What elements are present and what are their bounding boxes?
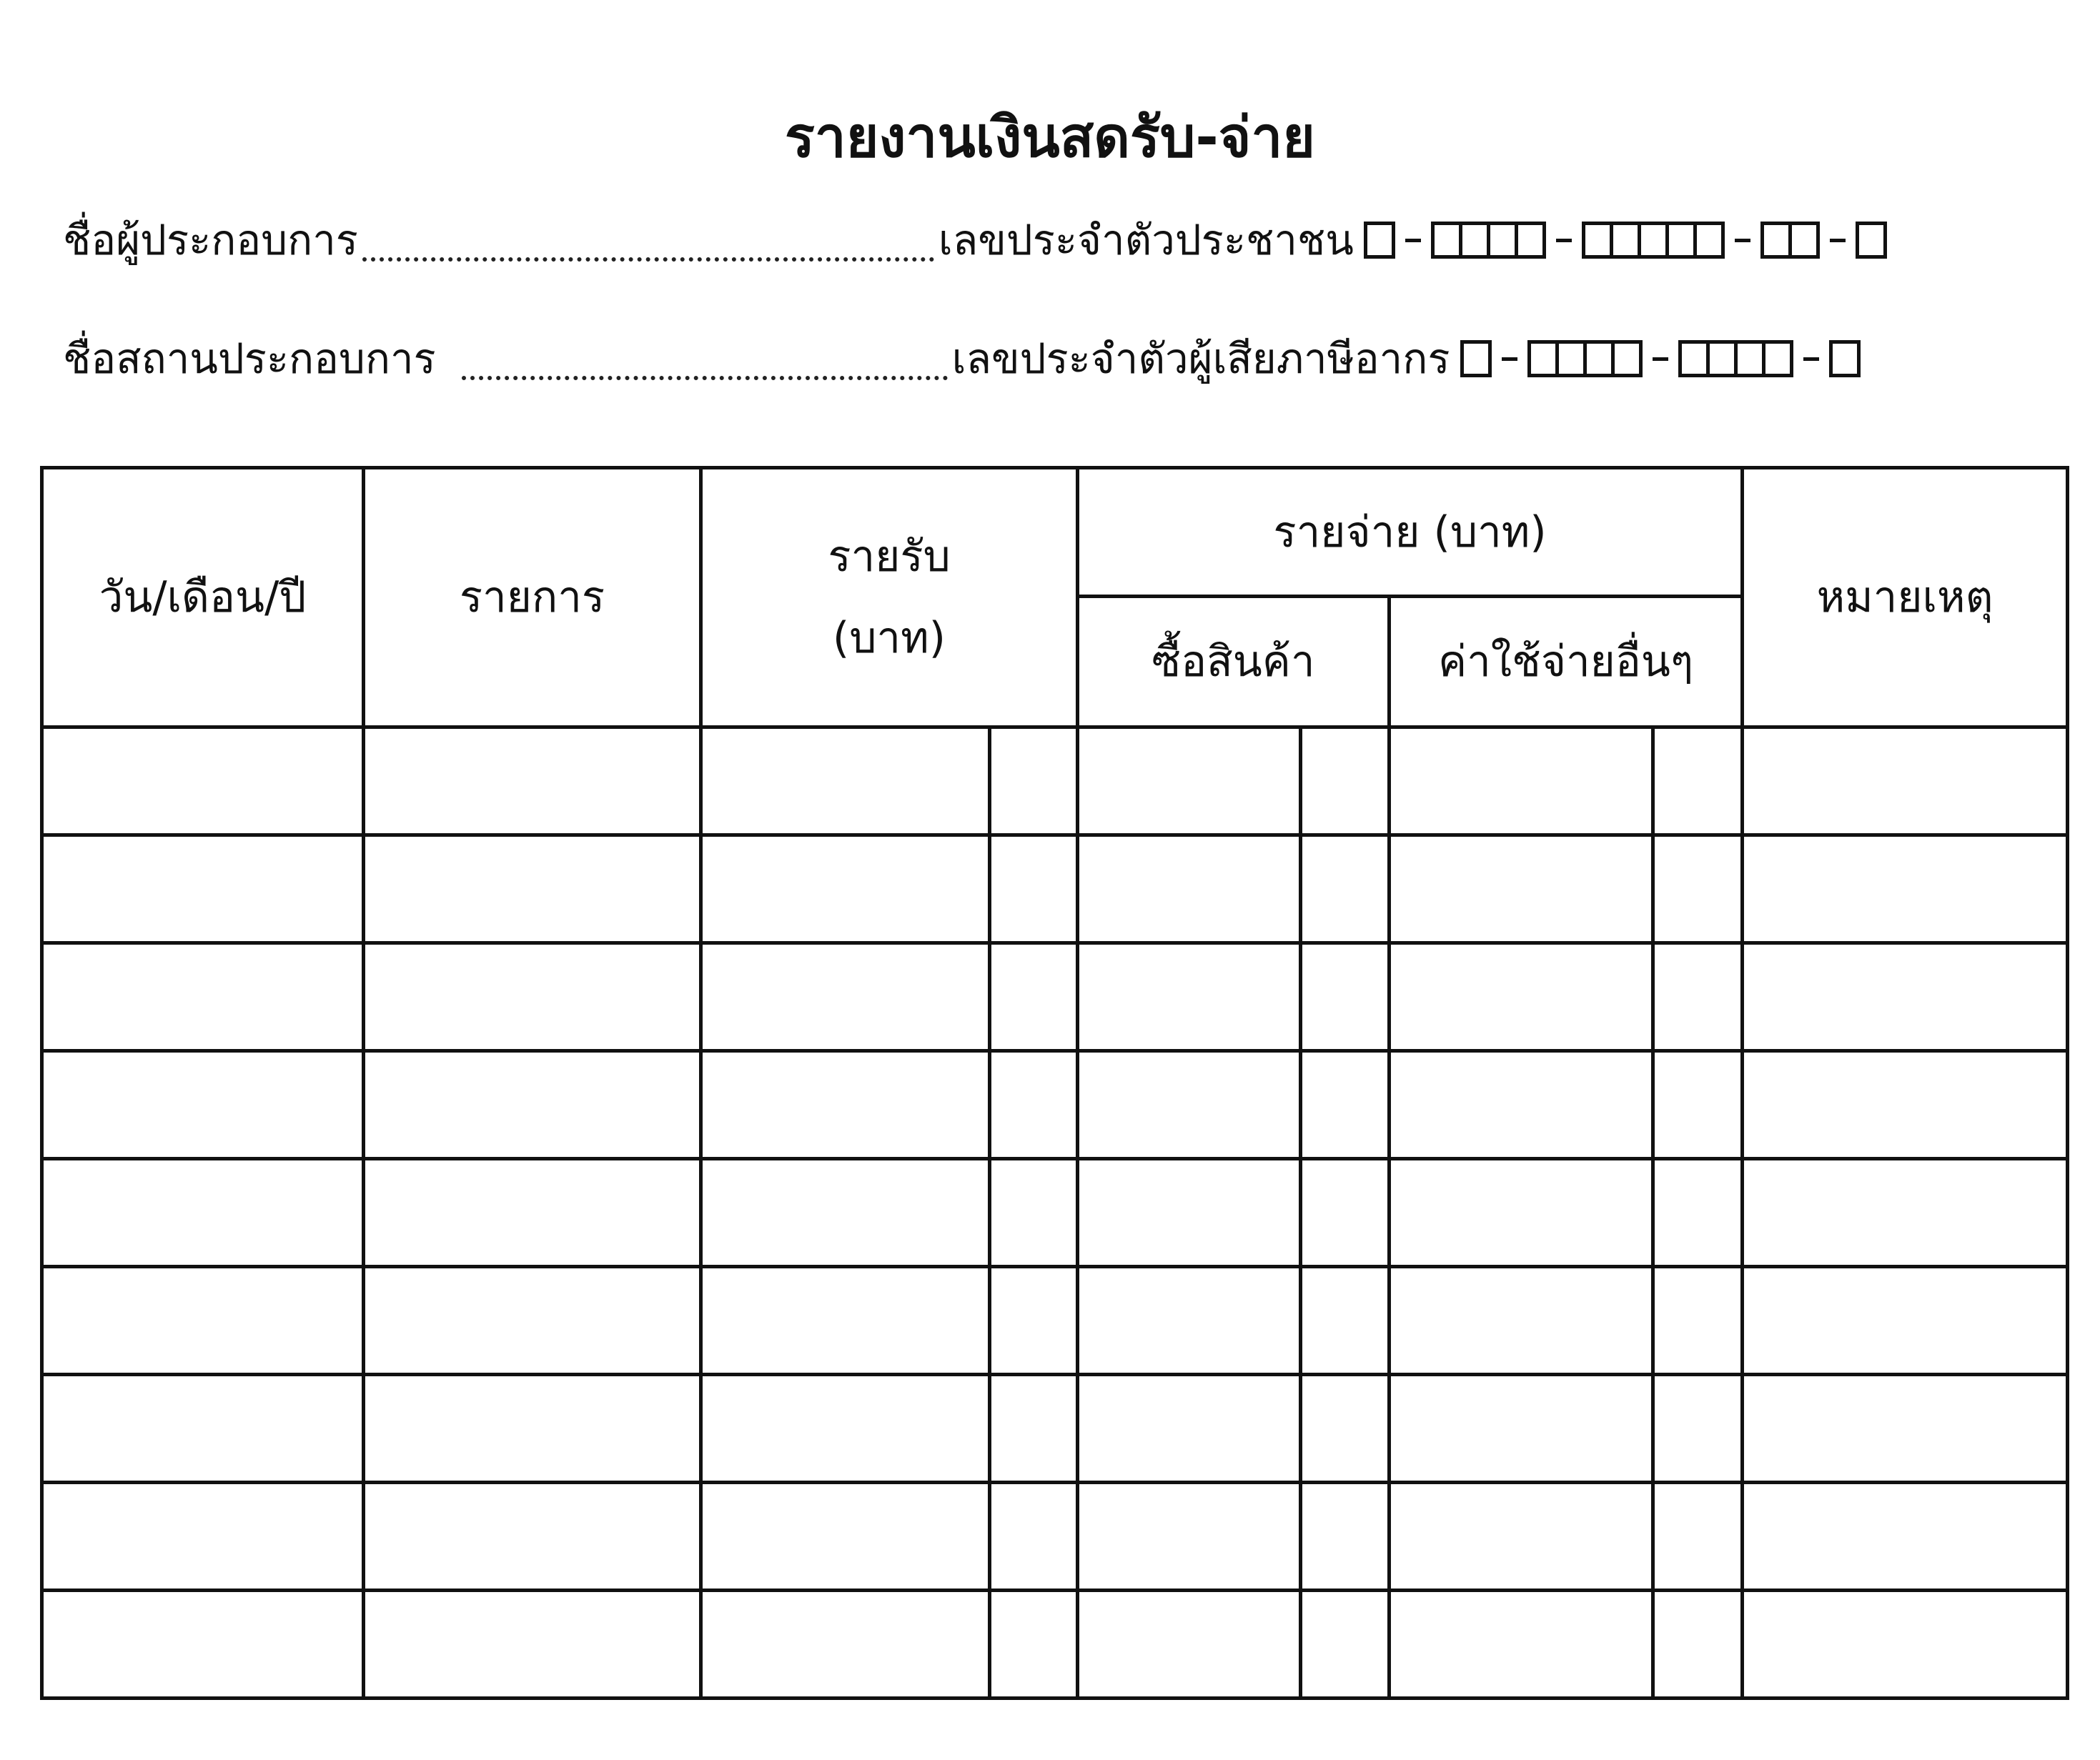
header-other-expenses: ค่าใช้จ่ายอื่นๆ: [1390, 597, 1743, 727]
id-separator: [1735, 239, 1750, 242]
id-digit-box[interactable]: [1788, 222, 1820, 259]
income-baht-cell[interactable]: [701, 1483, 990, 1591]
operator-label: ชื่อผู้ประกอบการ: [63, 216, 358, 264]
tax-digit-box[interactable]: [1555, 340, 1587, 377]
date-cell[interactable]: [42, 835, 364, 943]
other-expenses-baht-cell[interactable]: [1390, 943, 1653, 1051]
id-digit-box[interactable]: [1364, 222, 1395, 259]
item-cell[interactable]: [364, 1159, 701, 1267]
purchases-satang-cell[interactable]: [1301, 1267, 1390, 1375]
table-row: [42, 727, 2068, 835]
table-row: [42, 1267, 2068, 1375]
purchases-baht-cell[interactable]: [1078, 1483, 1301, 1591]
other-expenses-baht-cell[interactable]: [1390, 1591, 1653, 1699]
item-cell[interactable]: [364, 727, 701, 835]
purchases-baht-cell[interactable]: [1078, 1051, 1301, 1159]
income-baht-cell[interactable]: [701, 727, 990, 835]
table-row: [42, 835, 2068, 943]
id-separator: [1830, 239, 1846, 242]
remarks-cell[interactable]: [1743, 1159, 2068, 1267]
date-cell[interactable]: [42, 1375, 364, 1483]
tax-digit-box[interactable]: [1829, 340, 1861, 377]
id-digit-box[interactable]: [1487, 222, 1518, 259]
other-expenses-baht-cell[interactable]: [1390, 835, 1653, 943]
income-satang-cell[interactable]: [990, 1267, 1078, 1375]
tax-id-boxes[interactable]: [1460, 340, 1857, 377]
remarks-cell[interactable]: [1743, 1051, 2068, 1159]
remarks-cell[interactable]: [1743, 1267, 2068, 1375]
cash-ledger-table: [40, 466, 2069, 1700]
id-digit-box[interactable]: [1693, 222, 1725, 259]
date-cell[interactable]: [42, 1051, 364, 1159]
item-cell[interactable]: [364, 1591, 701, 1699]
remarks-cell[interactable]: [1743, 1375, 2068, 1483]
income-satang-cell[interactable]: [990, 727, 1078, 835]
operator-name-field[interactable]: [362, 257, 934, 262]
id-digit-box[interactable]: [1760, 222, 1792, 259]
purchases-baht-cell[interactable]: [1078, 1375, 1301, 1483]
other-expenses-satang-cell[interactable]: [1653, 1483, 1743, 1591]
purchases-baht-cell[interactable]: [1078, 727, 1301, 835]
id-digit-box[interactable]: [1515, 222, 1546, 259]
purchases-satang-cell[interactable]: [1301, 943, 1390, 1051]
purchases-satang-cell[interactable]: [1301, 835, 1390, 943]
id-digit-box[interactable]: [1665, 222, 1697, 259]
remarks-cell[interactable]: [1743, 727, 2068, 835]
income-baht-cell[interactable]: [701, 1591, 990, 1699]
purchases-satang-cell[interactable]: [1301, 1591, 1390, 1699]
item-cell[interactable]: [364, 943, 701, 1051]
id-digit-box[interactable]: [1459, 222, 1490, 259]
tax-separator: [1653, 357, 1668, 361]
id-digit-box[interactable]: [1856, 222, 1887, 259]
table-row: [42, 1051, 2068, 1159]
header-remarks: หมายเหตุ: [1743, 468, 2068, 727]
item-cell[interactable]: [364, 1051, 701, 1159]
other-expenses-baht-cell[interactable]: [1390, 1483, 1653, 1591]
item-cell[interactable]: [364, 1267, 701, 1375]
income-baht-cell[interactable]: [701, 1051, 990, 1159]
tax-digit-box[interactable]: [1527, 340, 1559, 377]
income-satang-cell[interactable]: [990, 1159, 1078, 1267]
item-cell[interactable]: [364, 1483, 701, 1591]
other-expenses-satang-cell[interactable]: [1653, 943, 1743, 1051]
tax-digit-box[interactable]: [1611, 340, 1643, 377]
page-title: รายงานเงินสดรับ-จ่าย: [785, 106, 1315, 170]
id-separator: [1556, 239, 1572, 242]
header-purchases: ซื้อสินค้า: [1078, 597, 1390, 727]
other-expenses-baht-cell[interactable]: [1390, 1159, 1653, 1267]
purchases-satang-cell[interactable]: [1301, 1159, 1390, 1267]
date-cell[interactable]: [42, 1267, 364, 1375]
remarks-cell[interactable]: [1743, 1591, 2068, 1699]
date-cell[interactable]: [42, 943, 364, 1051]
other-expenses-satang-cell[interactable]: [1653, 1591, 1743, 1699]
operator-info-line: [63, 204, 1883, 276]
id-digit-box[interactable]: [1610, 222, 1641, 259]
income-satang-cell[interactable]: [990, 835, 1078, 943]
tax-digit-box[interactable]: [1460, 340, 1492, 377]
income-satang-cell[interactable]: [990, 1375, 1078, 1483]
business-label: ชื่อสถานประกอบการ: [63, 334, 436, 383]
income-satang-cell[interactable]: [990, 1591, 1078, 1699]
tax-digit-box[interactable]: [1762, 340, 1793, 377]
table-row: [42, 1591, 2068, 1699]
purchases-baht-cell[interactable]: [1078, 1267, 1301, 1375]
purchases-satang-cell[interactable]: [1301, 1051, 1390, 1159]
purchases-baht-cell[interactable]: [1078, 943, 1301, 1051]
table-row: [42, 1483, 2068, 1591]
table-row: [42, 943, 2068, 1051]
header-date: วัน/เดือน/ปี: [42, 468, 364, 727]
other-expenses-satang-cell[interactable]: [1653, 1051, 1743, 1159]
income-satang-cell[interactable]: [990, 1051, 1078, 1159]
header-item: รายการ: [364, 468, 701, 727]
header-expense: รายจ่าย (บาท): [1078, 468, 1743, 597]
id-digit-box[interactable]: [1582, 222, 1613, 259]
business-name-field[interactable]: [462, 376, 948, 380]
income-baht-cell[interactable]: [701, 835, 990, 943]
other-expenses-satang-cell[interactable]: [1653, 727, 1743, 835]
tax-digit-box[interactable]: [1583, 340, 1615, 377]
income-baht-cell[interactable]: [701, 1159, 990, 1267]
other-expenses-baht-cell[interactable]: [1390, 727, 1653, 835]
purchases-baht-cell[interactable]: [1078, 1159, 1301, 1267]
citizen-id-label: เลขประจำตัวประชาชน: [938, 216, 1354, 264]
purchases-baht-cell[interactable]: [1078, 835, 1301, 943]
date-cell[interactable]: [42, 1591, 364, 1699]
tax-id-label: เลขประจำตัวผู้เสียภาษีอากร: [951, 334, 1450, 383]
business-info-line: [63, 323, 1857, 394]
other-expenses-baht-cell[interactable]: [1390, 1267, 1653, 1375]
other-expenses-satang-cell[interactable]: [1653, 1159, 1743, 1267]
purchases-baht-cell[interactable]: [1078, 1591, 1301, 1699]
other-expenses-satang-cell[interactable]: [1653, 1267, 1743, 1375]
tax-digit-box[interactable]: [1734, 340, 1765, 377]
date-cell[interactable]: [42, 1159, 364, 1267]
header-income: [701, 468, 1078, 727]
other-expenses-satang-cell[interactable]: [1653, 835, 1743, 943]
income-satang-cell[interactable]: [990, 1483, 1078, 1591]
tax-separator: [1502, 357, 1517, 361]
item-cell[interactable]: [364, 1375, 701, 1483]
income-baht-cell[interactable]: [701, 1375, 990, 1483]
other-expenses-satang-cell[interactable]: [1653, 1375, 1743, 1483]
income-baht-cell[interactable]: [701, 943, 990, 1051]
id-digit-box[interactable]: [1638, 222, 1669, 259]
income-satang-cell[interactable]: [990, 943, 1078, 1051]
purchases-satang-cell[interactable]: [1301, 1375, 1390, 1483]
header-income-label: รายรับ: [828, 532, 951, 582]
id-separator: [1405, 239, 1421, 242]
remarks-cell[interactable]: [1743, 835, 2068, 943]
tax-digit-box[interactable]: [1706, 340, 1738, 377]
remarks-cell[interactable]: [1743, 1483, 2068, 1591]
remarks-cell[interactable]: [1743, 943, 2068, 1051]
tax-digit-box[interactable]: [1678, 340, 1710, 377]
table-row: [42, 1375, 2068, 1483]
table-row: [42, 1159, 2068, 1267]
header-income-unit: (บาท): [832, 613, 946, 663]
purchases-satang-cell[interactable]: [1301, 727, 1390, 835]
date-cell[interactable]: [42, 1483, 364, 1591]
citizen-id-boxes[interactable]: [1364, 222, 1883, 259]
other-expenses-baht-cell[interactable]: [1390, 1051, 1653, 1159]
tax-separator: [1803, 357, 1819, 361]
income-baht-cell[interactable]: [701, 1267, 990, 1375]
date-cell[interactable]: [42, 727, 364, 835]
id-digit-box[interactable]: [1431, 222, 1462, 259]
item-cell[interactable]: [364, 835, 701, 943]
other-expenses-baht-cell[interactable]: [1390, 1375, 1653, 1483]
purchases-satang-cell[interactable]: [1301, 1483, 1390, 1591]
